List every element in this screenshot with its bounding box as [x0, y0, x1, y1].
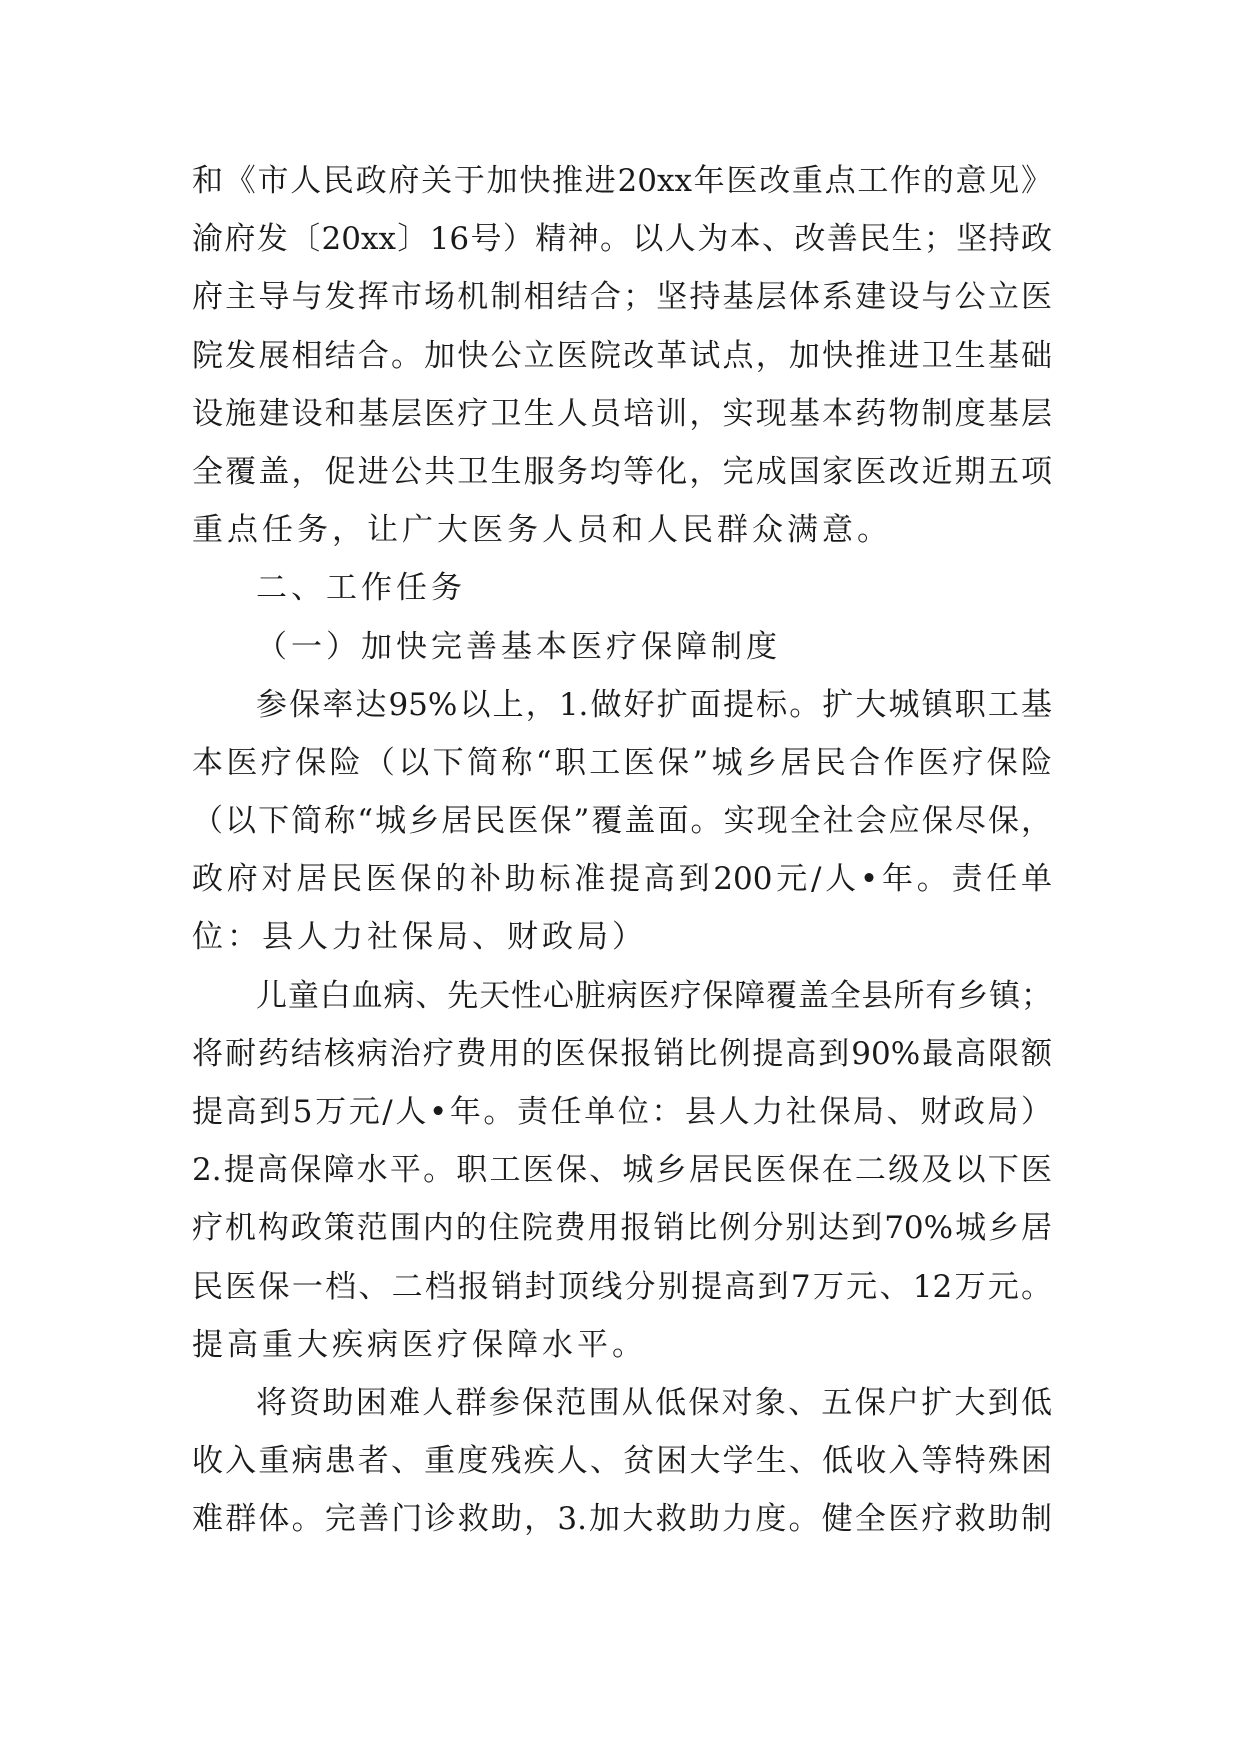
document-page	[192, 152, 1052, 1549]
text-line: 渝府发〔20xx〕16号）精神。以人为本、改善民生；坚持政	[192, 221, 1052, 258]
text-line: 院发展相结合。加快公立医院改革试点，加快推进卫生基础	[192, 337, 1052, 374]
text-line: 重点任务，让广大医务人员和人民群众满意。	[192, 512, 892, 549]
text-line: 将资助困难人群参保范围从低保对象、五保户扩大到低	[256, 1384, 1052, 1421]
text-line: （以下简称“城乡居民医保”覆盖面。实现全社会应保尽保，	[192, 803, 1052, 840]
text-line: 提高到5万元/人•年。责任单位：县人力社保局、财政局）	[192, 1094, 1052, 1130]
text-line: 民医保一档、二档报销封顶线分别提高到7万元、12万元。	[192, 1268, 1052, 1305]
text-line: 本医疗保险（以下简称“职工医保”城乡居民合作医疗保险	[192, 744, 1052, 781]
text-line: 参保率达95%以上，1.做好扩面提标。扩大城镇职工基	[256, 686, 1052, 723]
text-line: 收入重病患者、重度残疾人、贫困大学生、低收入等特殊困	[192, 1443, 1052, 1480]
text-line: （一）加快完善基本医疗保障制度	[256, 628, 781, 665]
text-line: 二、工作任务	[256, 570, 466, 607]
text-line: 政府对居民医保的补助标准提高到200元/人•年。责任单	[192, 861, 1052, 898]
text-line: 和《市人民政府关于加快推进20xx年医改重点工作的意见》	[192, 163, 1052, 199]
text-line: 难群体。完善门诊救助，3.加大救助力度。健全医疗救助制	[192, 1501, 1052, 1538]
text-line: 将耐药结核病治疗费用的医保报销比例提高到90%最高限额	[192, 1035, 1052, 1072]
text-line: 全覆盖，促进公共卫生服务均等化，完成国家医改近期五项	[192, 453, 1052, 490]
text-line: 提高重大疾病医疗保障水平。	[192, 1326, 647, 1363]
text-line: 府主导与发挥市场机制相结合；坚持基层体系建设与公立医	[192, 279, 1052, 316]
text-line: 设施建设和基层医疗卫生人员培训，实现基本药物制度基层	[192, 395, 1052, 432]
text-line: 2.提高保障水平。职工医保、城乡居民医保在二级及以下医	[192, 1152, 1052, 1189]
text-line: 疗机构政策范围内的住院费用报销比例分别达到70%城乡居	[192, 1210, 1052, 1247]
text-line: 儿童白血病、先天性心脏病医疗保障覆盖全县所有乡镇；	[256, 977, 1052, 1014]
text-line: 位：县人力社保局、财政局）	[192, 919, 647, 956]
